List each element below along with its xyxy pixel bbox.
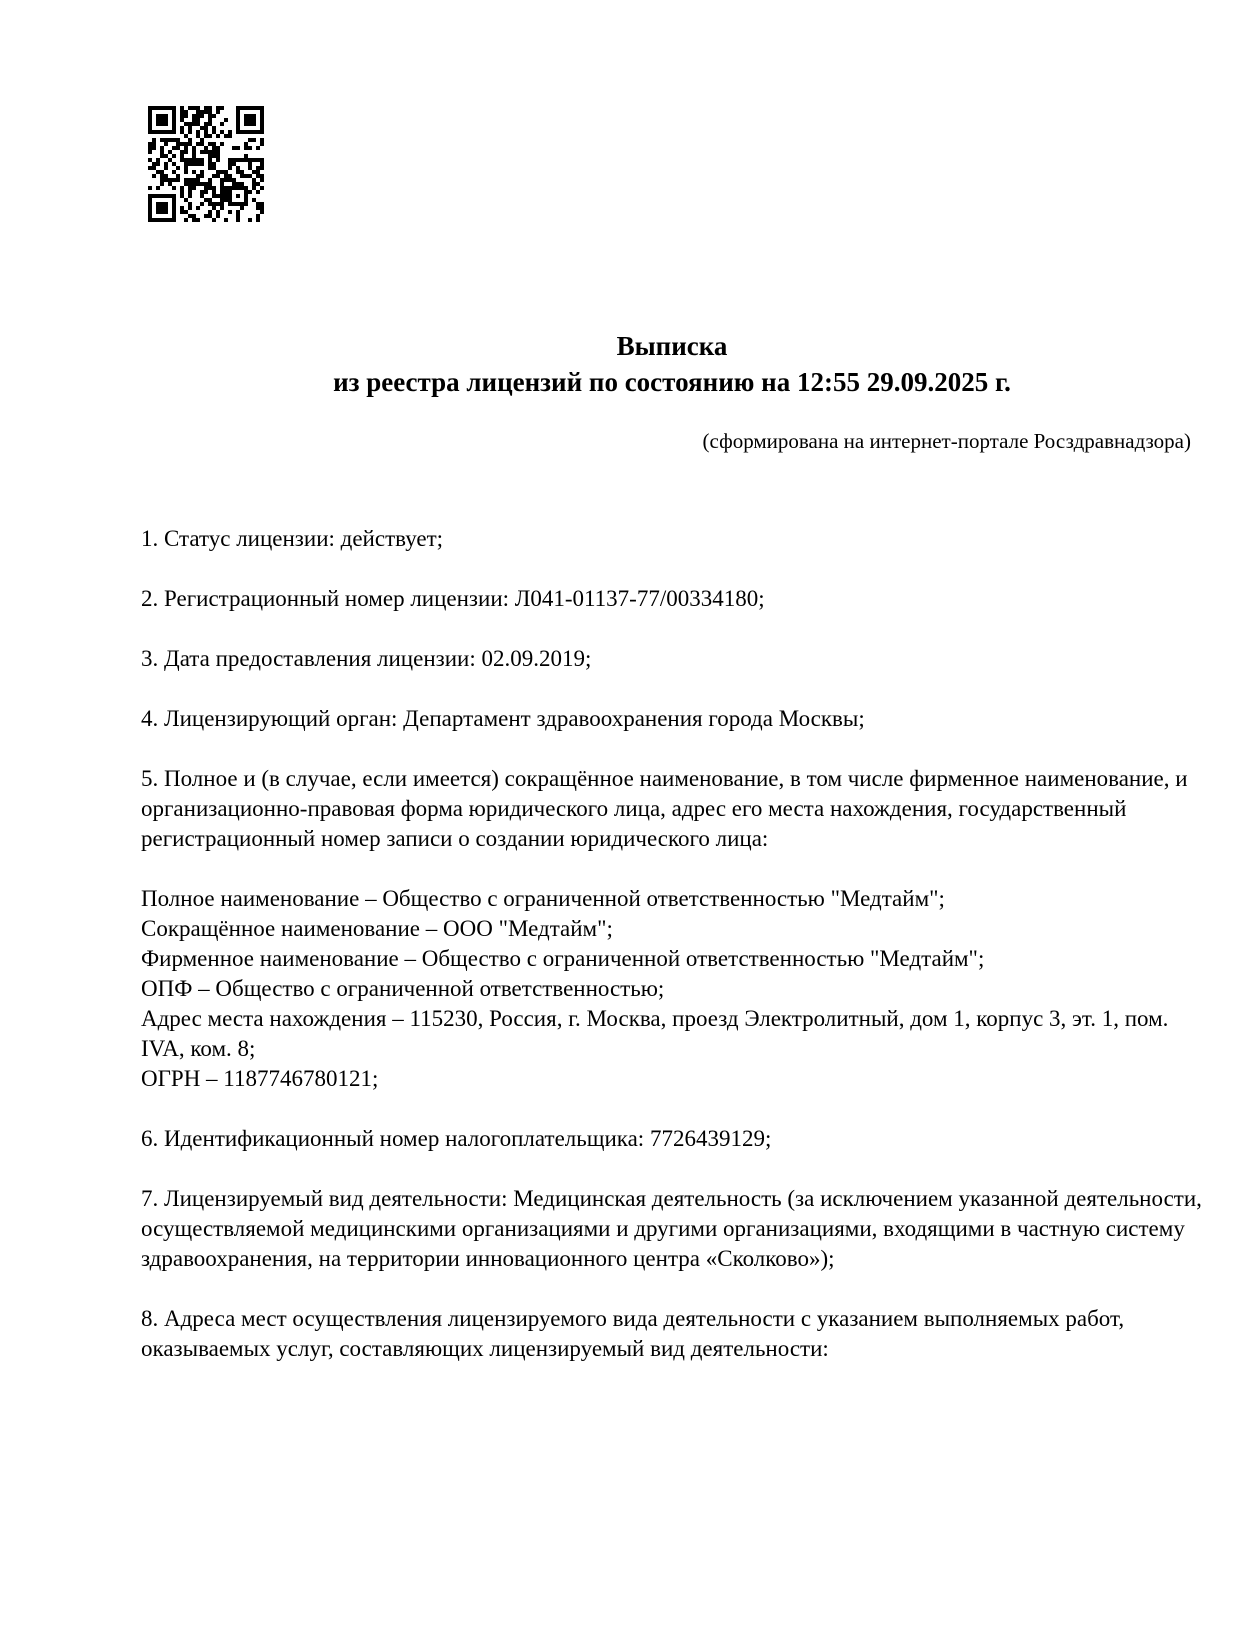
grant-date-paragraph: 3. Дата предоставления лицензии: 02.09.2019; bbox=[141, 646, 592, 671]
document-subtitle: (сформирована на интернет-портале Росздравнадзора) bbox=[702, 429, 1191, 453]
document-body bbox=[141, 524, 1203, 1394]
organization-heading-paragraph: 5. Полное и (в случае, если имеется) сокращённое наименование, в том числе фирменное наименование, и организационно-правовая форма юридического лица, адрес его места нахождения, государственный регистрационный номер записи о создании юридического лица: bbox=[141, 766, 1188, 851]
licensing-authority-paragraph: 4. Лицензирующий орган: Департамент здравоохранения города Москвы; bbox=[141, 706, 865, 731]
registration-number-paragraph: 2. Регистрационный номер лицензии: Л041-01137-77/00334180; bbox=[141, 586, 765, 611]
org-address-line: Адрес места нахождения – 115230, Россия, г. Москва, проезд Электролитный, дом 1, корпус 3, эт. 1, пом. IVA, ком. 8; bbox=[141, 1006, 1169, 1061]
title-line-1: Выписка bbox=[616, 331, 728, 361]
organization-details-block bbox=[141, 884, 1203, 1094]
document-title bbox=[141, 328, 1203, 400]
taxpayer-number-paragraph: 6. Идентификационный номер налогоплательщика: 7726439129; bbox=[141, 1126, 772, 1151]
title-line-2: из реестра лицензий по состоянию на 12:55 29.09.2025 г. bbox=[333, 367, 1011, 397]
qr-code bbox=[148, 106, 266, 224]
org-ogrn-line: ОГРН – 1187746780121; bbox=[141, 1066, 379, 1091]
org-short-name-line: Сокращённое наименование – ООО "Медтайм"; bbox=[141, 916, 613, 941]
org-full-name-line: Полное наименование – Общество с ограниченной ответственностью "Медтайм"; bbox=[141, 886, 945, 911]
org-brand-name-line: Фирменное наименование – Общество с ограниченной ответственностью "Медтайм"; bbox=[141, 946, 985, 971]
addresses-heading-paragraph: 8. Адреса мест осуществления лицензируемого вида деятельности с указанием выполняемых работ, оказываемых услуг, составляющих лицензируемый вид деятельности: bbox=[141, 1306, 1125, 1361]
org-legal-form-line: ОПФ – Общество с ограниченной ответственностью; bbox=[141, 976, 665, 1001]
licensed-activity-paragraph: 7. Лицензируемый вид деятельности: Медицинская деятельность (за исключением указанной деятельности, осуществляемой медицинскими организациями и другими организациями, входящими в частную систему здравоохранения, на территории инновационного центра «Сколково»); bbox=[141, 1186, 1202, 1271]
license-status-paragraph: 1. Статус лицензии: действует; bbox=[141, 526, 444, 551]
